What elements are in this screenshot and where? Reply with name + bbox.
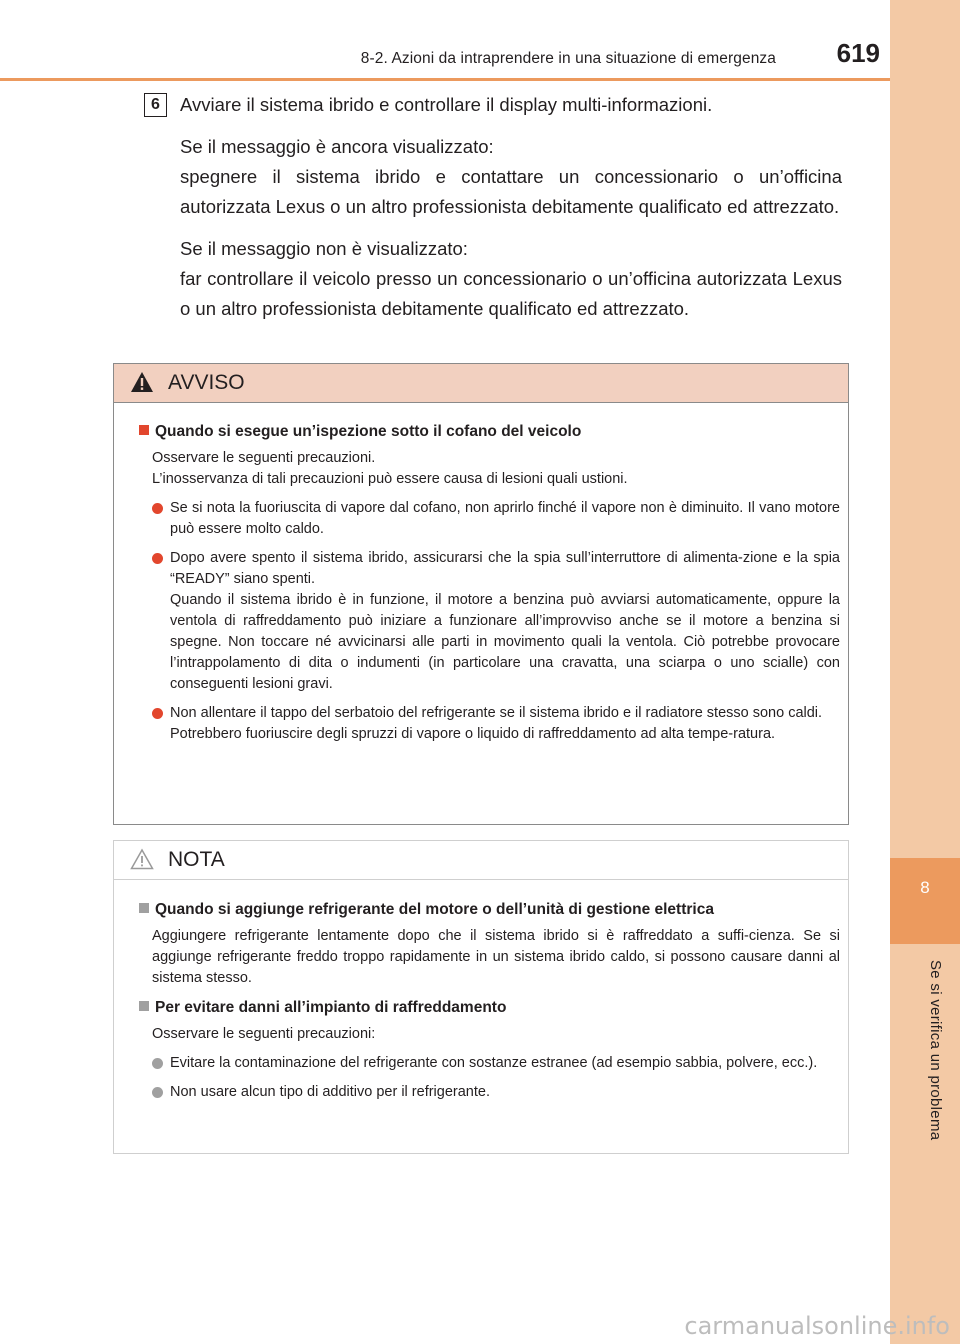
watermark: carmanualsonline.info: [684, 1312, 950, 1340]
step-line: far controllare il veicolo presso un concessionario o un’officina autorizzata Lexus o un altro professionista debitamente qualificato ed attrezzato.: [180, 268, 842, 319]
caution-triangle-icon: [130, 848, 154, 870]
header-rule: [0, 78, 890, 81]
warning-header: [114, 364, 848, 403]
warning-triangle-icon: [130, 371, 154, 393]
warning-bullet: Non allentare il tappo del serbatoio del refrigerante se il sistema ibrido e il radiatore stesso sono caldi. Potrebbero fuoriuscire degli spruzzi di vapore o liquido di raffreddamento ad alta tempe-ratura.: [152, 703, 840, 745]
warning-intro: L’inosservanza di tali precauzioni può essere causa di lesioni quali ustioni.: [152, 471, 628, 487]
note-header: [114, 841, 848, 880]
chapter-tab[interactable]: [890, 858, 960, 944]
bullet-dot-icon: [152, 1087, 163, 1098]
step-line: spegnere il sistema ibrido e contattare un concessionario o un’officina autorizzata Lexus o un altro professionista debitamente qualificato ed attrezzato.: [180, 166, 842, 217]
warning-bullet: Se si nota la fuoriuscita di vapore dal cofano, non aprirlo finché il vapore non è diminuito. Il vano motore può essere molto caldo.: [152, 498, 840, 540]
note-bullet: Evitare la contaminazione del refrigerante con sostanze estranee (ad esempio sabbia, polvere, ecc.).: [152, 1053, 840, 1074]
note-body: [136, 899, 840, 1103]
step-line: Avviare il sistema ibrido e controllare il display multi-informazioni.: [180, 94, 713, 115]
bullet-dot-icon: [152, 1058, 163, 1069]
square-marker-icon: [139, 903, 149, 913]
bullet-dot-icon: [152, 503, 163, 514]
warning-box: [113, 363, 849, 825]
note-text: Aggiungere refrigerante lentamente dopo che il sistema ibrido si è raffreddato a suffi-cienza. Se si aggiunge refrigerante freddo troppo rapidamente in un sistema ibrido caldo, si possono causare danni al sistema stesso.: [152, 928, 840, 986]
note-box: [113, 840, 849, 1154]
square-marker-icon: [139, 1001, 149, 1011]
bullet-dot-icon: [152, 708, 163, 719]
warning-label: AVVISO: [168, 371, 245, 394]
section-header-title: 8-2. Azioni da intraprendere in una situazione di emergenza: [360, 50, 776, 67]
warning-bullet: Dopo avere spento il sistema ibrido, assicurarsi che la spia sull’interruttore di alimenta-zione e la spia “READY” siano spenti. Quando il sistema ibrido è in funzione, il motore a benzina può avviarsi automaticamente, oppure la ventola di raffreddamento può iniziare a funzionare all’improvviso anche se il motore a benzina si spegne. Non toccare né avvicinarsi alle parti in movimento quali la ventola. Ciò potrebbe provocare l’intrappolamento di dita o indumenti (in particolare una cravatta, una sciarpa o uno scialle) con conseguenti lesioni gravi.: [152, 548, 840, 695]
bullet-dot-icon: [152, 553, 163, 564]
step-number-badge: 6: [144, 93, 167, 117]
note-bullet: Non usare alcun tipo di additivo per il refrigerante.: [152, 1082, 840, 1103]
step-line: Se il messaggio è ancora visualizzato:: [180, 136, 494, 157]
warning-body: [136, 421, 840, 745]
note-section-title: Quando si aggiunge refrigerante del motore o dell’unità di gestione elettrica: [136, 899, 840, 920]
page-number: 619: [836, 38, 880, 68]
note-intro: Osservare le seguenti precauzioni:: [152, 1026, 376, 1042]
chapter-label: Se si verifica un problema: [927, 960, 944, 1141]
step-text: [180, 90, 842, 324]
chapter-number: 8: [920, 878, 930, 897]
warning-section-title: Quando si esegue un’ispezione sotto il cofano del veicolo: [136, 421, 840, 442]
note-section-title: Per evitare danni all’impianto di raffreddamento: [136, 997, 840, 1018]
note-label: NOTA: [168, 848, 225, 871]
step-line: Se il messaggio non è visualizzato:: [180, 238, 468, 259]
square-marker-icon: [139, 425, 149, 435]
warning-intro: Osservare le seguenti precauzioni.: [152, 450, 376, 466]
